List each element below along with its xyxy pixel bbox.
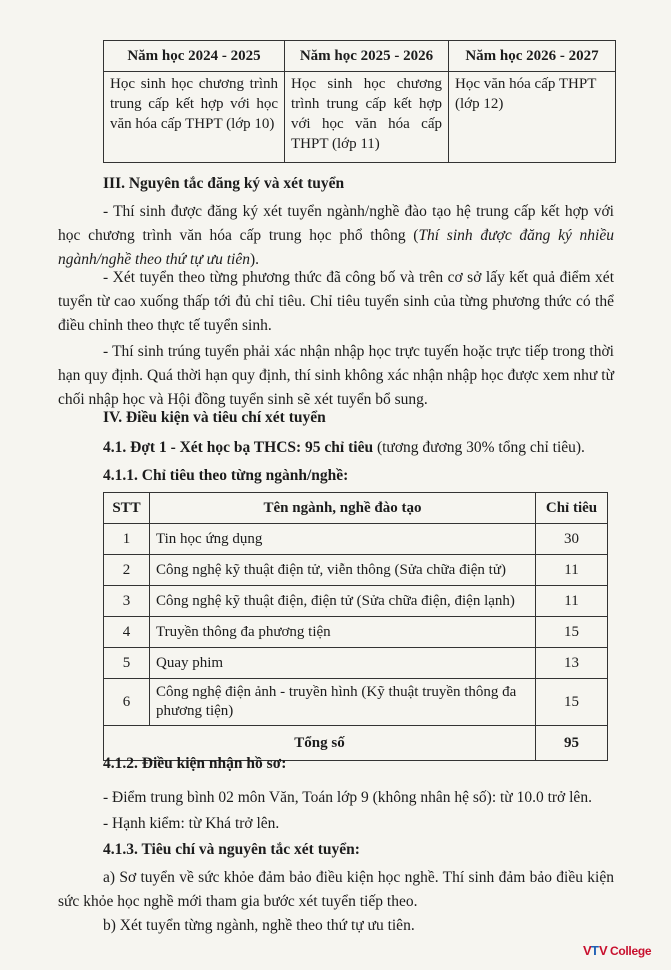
- table-cell-stt: 5: [104, 648, 150, 679]
- table-cell-quota: 13: [536, 648, 608, 679]
- quota-header: Tên ngành, nghề đào tạo: [150, 493, 536, 524]
- subsection-bold: 4.1. Đợt 1 - Xét học bạ THCS: 95 chỉ tiêu: [103, 439, 374, 456]
- table-row: [104, 586, 608, 617]
- paragraph-italic: Thí sinh được đăng ký nhiều ngành/nghề theo thứ tự ưu tiên: [58, 227, 614, 268]
- subsection-heading: 4.1.2. Điều kiện nhận hồ sơ:: [103, 755, 287, 772]
- paragraph: [58, 200, 614, 272]
- table-row: [104, 648, 608, 679]
- schedule-table: [103, 40, 616, 163]
- subsection-text: (tương đương 30% tổng chỉ tiêu).: [373, 439, 585, 456]
- criteria-item: a) Sơ tuyển về sức khỏe đảm bảo điều kiện học nghề. Thí sinh đảm bảo điều kiện sức khỏe học nghề mới tham gia bước xét tuyển tiếp theo.: [58, 869, 614, 910]
- schedule-header: Năm học 2026 - 2027: [449, 41, 616, 72]
- condition-item: - Hạnh kiểm: từ Khá trở lên.: [103, 815, 280, 832]
- condition-item: - Điểm trung bình 02 môn Văn, Toán lớp 9 (không nhân hệ số): từ 10.0 trở lên.: [103, 789, 592, 806]
- table-cell-name: Quay phim: [150, 648, 536, 679]
- table-cell-name: Tin học ứng dụng: [150, 524, 536, 555]
- criteria-item: b) Xét tuyển từng ngành, nghề theo thứ tự ưu tiên.: [103, 917, 415, 934]
- table-cell-name: Công nghệ điện ảnh - truyền hình (Kỹ thuật truyền thông đa phương tiện): [150, 679, 536, 726]
- table-cell-quota: 11: [536, 586, 608, 617]
- quota-table: [103, 492, 608, 761]
- total-label: Tổng số: [104, 726, 536, 761]
- table-cell-stt: 1: [104, 524, 150, 555]
- schedule-header-row: [104, 41, 616, 72]
- schedule-cell: Học văn hóa cấp THPT (lớp 12): [449, 72, 616, 163]
- table-cell-quota: 30: [536, 524, 608, 555]
- table-cell-name: Công nghệ kỹ thuật điện tử, viễn thông (Sửa chữa điện tử): [150, 555, 536, 586]
- svg-text:V: V: [583, 943, 592, 958]
- table-cell-stt: 6: [104, 679, 150, 726]
- svg-text:T: T: [591, 943, 599, 958]
- table-row: [104, 679, 608, 726]
- subsection-heading: [103, 436, 623, 460]
- table-cell-name: Công nghệ kỹ thuật điện, điện tử (Sửa chữa điện, điện lạnh): [150, 586, 536, 617]
- table-cell-stt: 4: [104, 617, 150, 648]
- schedule-header: Năm học 2025 - 2026: [285, 41, 449, 72]
- subsection-heading: 4.1.3. Tiêu chí và nguyên tắc xét tuyển:: [103, 841, 360, 858]
- schedule-row: [104, 72, 616, 163]
- table-cell-quota: 15: [536, 679, 608, 726]
- section-heading: III. Nguyên tắc đăng ký và xét tuyển: [103, 175, 345, 192]
- paragraph: - Xét tuyển theo từng phương thức đã công bố và trên cơ sở lấy kết quả điểm xét tuyển từ cao xuống thấp tới đủ chỉ tiêu. Chỉ tiêu tuyển sinh của từng phương thức có thể điều chỉnh theo thực tế tuyển sinh.: [58, 269, 614, 334]
- paragraph-text: - Thí sinh được đăng ký xét tuyển ngành/nghề đào tạo hệ trung cấp kết hợp với học chương trình văn hóa cấp trung học phổ thông (: [58, 203, 614, 244]
- subsection-heading: 4.1.1. Chỉ tiêu theo từng ngành/nghề:: [103, 467, 349, 484]
- svg-text:V: V: [599, 943, 608, 958]
- quota-header: STT: [104, 493, 150, 524]
- table-cell-stt: 3: [104, 586, 150, 617]
- table-cell-name: Truyền thông đa phương tiện: [150, 617, 536, 648]
- paragraph-text: ).: [249, 251, 260, 268]
- schedule-cell: Học sinh học chương trình trung cấp kết hợp với học văn hóa cấp THPT (lớp 10): [104, 72, 285, 163]
- table-cell-quota: 11: [536, 555, 608, 586]
- quota-header-row: [104, 493, 608, 524]
- paragraph: - Thí sinh trúng tuyển phải xác nhận nhập học trực tuyến hoặc trực tiếp trong thời hạn quy định. Quá thời hạn quy định, thí sinh không xác nhận nhập học được xem như từ chối nhập học và Hội đồng tuyển sinh sẽ xét tuyển bổ sung.: [58, 343, 614, 408]
- table-cell-stt: 2: [104, 555, 150, 586]
- quota-header: Chỉ tiêu: [536, 493, 608, 524]
- table-row: [104, 617, 608, 648]
- table-row: [104, 524, 608, 555]
- schedule-cell: Học sinh học chương trình trung cấp kết hợp với học văn hóa cấp THPT (lớp 11): [285, 72, 449, 163]
- schedule-header: Năm học 2024 - 2025: [104, 41, 285, 72]
- svg-text:College: College: [610, 944, 652, 958]
- table-row: [104, 555, 608, 586]
- table-cell-quota: 15: [536, 617, 608, 648]
- section-heading: IV. Điều kiện và tiêu chí xét tuyển: [103, 409, 326, 426]
- total-value: 95: [536, 726, 608, 761]
- vtv-college-logo: [583, 942, 663, 958]
